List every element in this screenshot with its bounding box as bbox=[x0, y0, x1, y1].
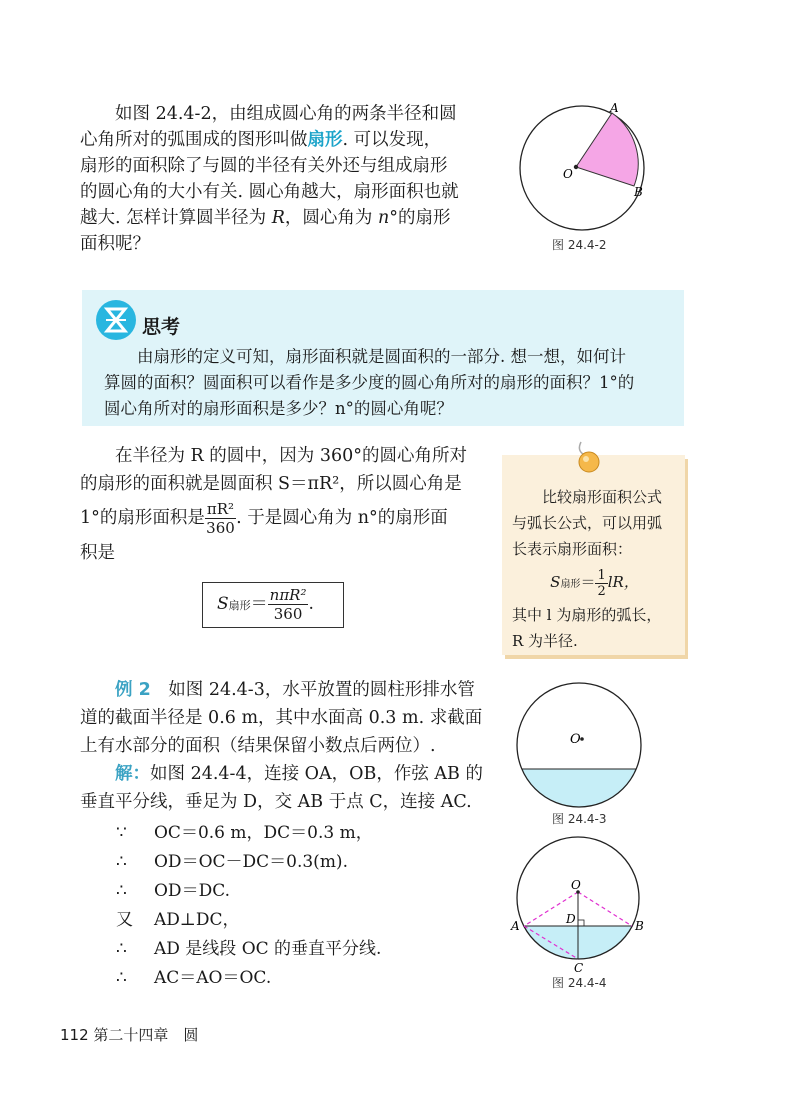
label-b: B bbox=[634, 185, 643, 199]
intro-line: 扇形的面积除了与圆的半径有关外还与组成扇形 bbox=[80, 156, 448, 176]
label-a: A bbox=[610, 101, 619, 115]
figure-caption: 图 24.4-2 bbox=[552, 238, 607, 252]
example-line: 上有水部分的面积（结果保留小数点后两位）. bbox=[80, 736, 436, 756]
derive-line: 积是 bbox=[80, 543, 115, 563]
intro-line: 面积呢？ bbox=[80, 234, 150, 254]
figure-caption: 图 24.4-3 bbox=[552, 812, 607, 826]
example-2 bbox=[80, 676, 500, 760]
figure-caption: 图 24.4-4 bbox=[552, 976, 607, 990]
intro-line: 心角所对的弧围成的图形叫做扇形. 可以发现， bbox=[80, 130, 442, 150]
intro-line: 的圆心角的大小有关. 圆心角越大，扇形面积也就 bbox=[80, 182, 459, 202]
page-number: 112 bbox=[60, 1026, 89, 1044]
note-formula: S扇形＝ $\frac{1}{2}$ lR， bbox=[550, 567, 639, 599]
solution-steps bbox=[116, 819, 496, 993]
figure-24-4-3 bbox=[512, 678, 652, 818]
label-o: O bbox=[563, 167, 573, 181]
sector-area-formula bbox=[202, 582, 344, 628]
example-line: 道的截面半径是 0.6 m，其中水面高 0.3 m. 求截面 bbox=[80, 708, 483, 728]
intro-paragraph bbox=[80, 101, 500, 257]
formula-numerator: nπR² bbox=[269, 586, 307, 604]
intro-line: 如图 24.4-2，由组成圆心角的两条半径和圆 bbox=[115, 104, 457, 124]
solution-line: 垂直平分线，垂足为 D，交 AB 于点 C，连接 AC. bbox=[80, 792, 472, 812]
step-row: ∴ AD 是线段 OC 的垂直平分线. bbox=[116, 939, 382, 959]
formula-eq: ＝ bbox=[250, 594, 268, 614]
step-row: 又 AD⊥DC， bbox=[116, 910, 240, 930]
keyword-sector: 扇形 bbox=[307, 130, 343, 150]
think-line: 算圆的面积？圆面积可以看作是多少度的圆心角所对的扇形的面积？1°的 bbox=[104, 373, 635, 392]
label-d: D bbox=[566, 912, 576, 926]
formula-dot: . bbox=[308, 594, 314, 614]
derivation-paragraph bbox=[80, 442, 500, 568]
pin-icon bbox=[573, 440, 603, 474]
chapter-title: 第二十四章 圆 bbox=[93, 1026, 199, 1044]
solution-line: 解：如图 24.4-4，连接 OA，OB，作弦 AB 的 bbox=[115, 764, 483, 784]
think-line: 圆心角所对的扇形面积是多少？n°的圆心角呢？ bbox=[104, 399, 453, 418]
derive-line: 的扇形的面积就是圆面积 S＝πR²，所以圆心角是 bbox=[80, 474, 462, 494]
think-line: 由扇形的定义可知，扇形面积就是圆面积的一部分. 想一想，如何计 bbox=[137, 347, 626, 366]
page-footer bbox=[60, 1024, 198, 1045]
example-label: 例 2 bbox=[115, 680, 151, 700]
label-a: A bbox=[511, 919, 520, 933]
solution-label: 解： bbox=[115, 764, 150, 784]
step-row: ∴ OD＝OC－DC＝0.3(m). bbox=[116, 852, 348, 872]
label-b: B bbox=[635, 919, 644, 933]
side-note-text bbox=[512, 484, 677, 654]
derive-line: 1°的扇形面积是 $\frac{\text{πR²}}{360}$ . 于是圆心角为 n°的扇形面 bbox=[80, 500, 448, 537]
step-row: ∵ OC＝0.6 m，DC＝0.3 m， bbox=[116, 823, 373, 843]
label-o: O bbox=[571, 878, 581, 892]
figure-24-4-4 bbox=[508, 830, 658, 976]
label-o: O bbox=[570, 732, 581, 747]
note-line: 与弧长公式，可以用弧 bbox=[512, 514, 663, 532]
derive-line: 在半径为 R 的圆中，因为 360°的圆心角所对 bbox=[115, 446, 468, 466]
formula-lhs: S bbox=[217, 594, 229, 614]
step-row: ∴ AC＝AO＝OC. bbox=[116, 968, 272, 988]
note-line: 其中 l 为扇形的弧长， bbox=[512, 606, 662, 624]
figure-24-4-2 bbox=[508, 100, 668, 250]
note-line: 长表示扇形面积： bbox=[512, 540, 633, 558]
think-icon bbox=[95, 299, 137, 341]
note-line: R 为半径. bbox=[512, 632, 578, 650]
example-line: 例 2 如图 24.4-3，水平放置的圆柱形排水管 bbox=[115, 680, 475, 700]
formula-denominator: 360 bbox=[273, 605, 303, 623]
label-c: C bbox=[574, 961, 584, 975]
formula-subscript: 扇形 bbox=[228, 599, 251, 612]
think-title: 思考 bbox=[142, 316, 181, 338]
solution bbox=[80, 760, 500, 816]
step-row: ∴ OD＝DC. bbox=[116, 881, 231, 901]
frac-denominator: 360 bbox=[206, 519, 235, 537]
note-line: 比较扇形面积公式 bbox=[542, 488, 663, 506]
frac-numerator: πR² bbox=[206, 500, 235, 518]
think-text bbox=[104, 344, 672, 422]
intro-line: 越大. 怎样计算圆半径为 R，圆心角为 n°的扇形 bbox=[80, 208, 451, 228]
